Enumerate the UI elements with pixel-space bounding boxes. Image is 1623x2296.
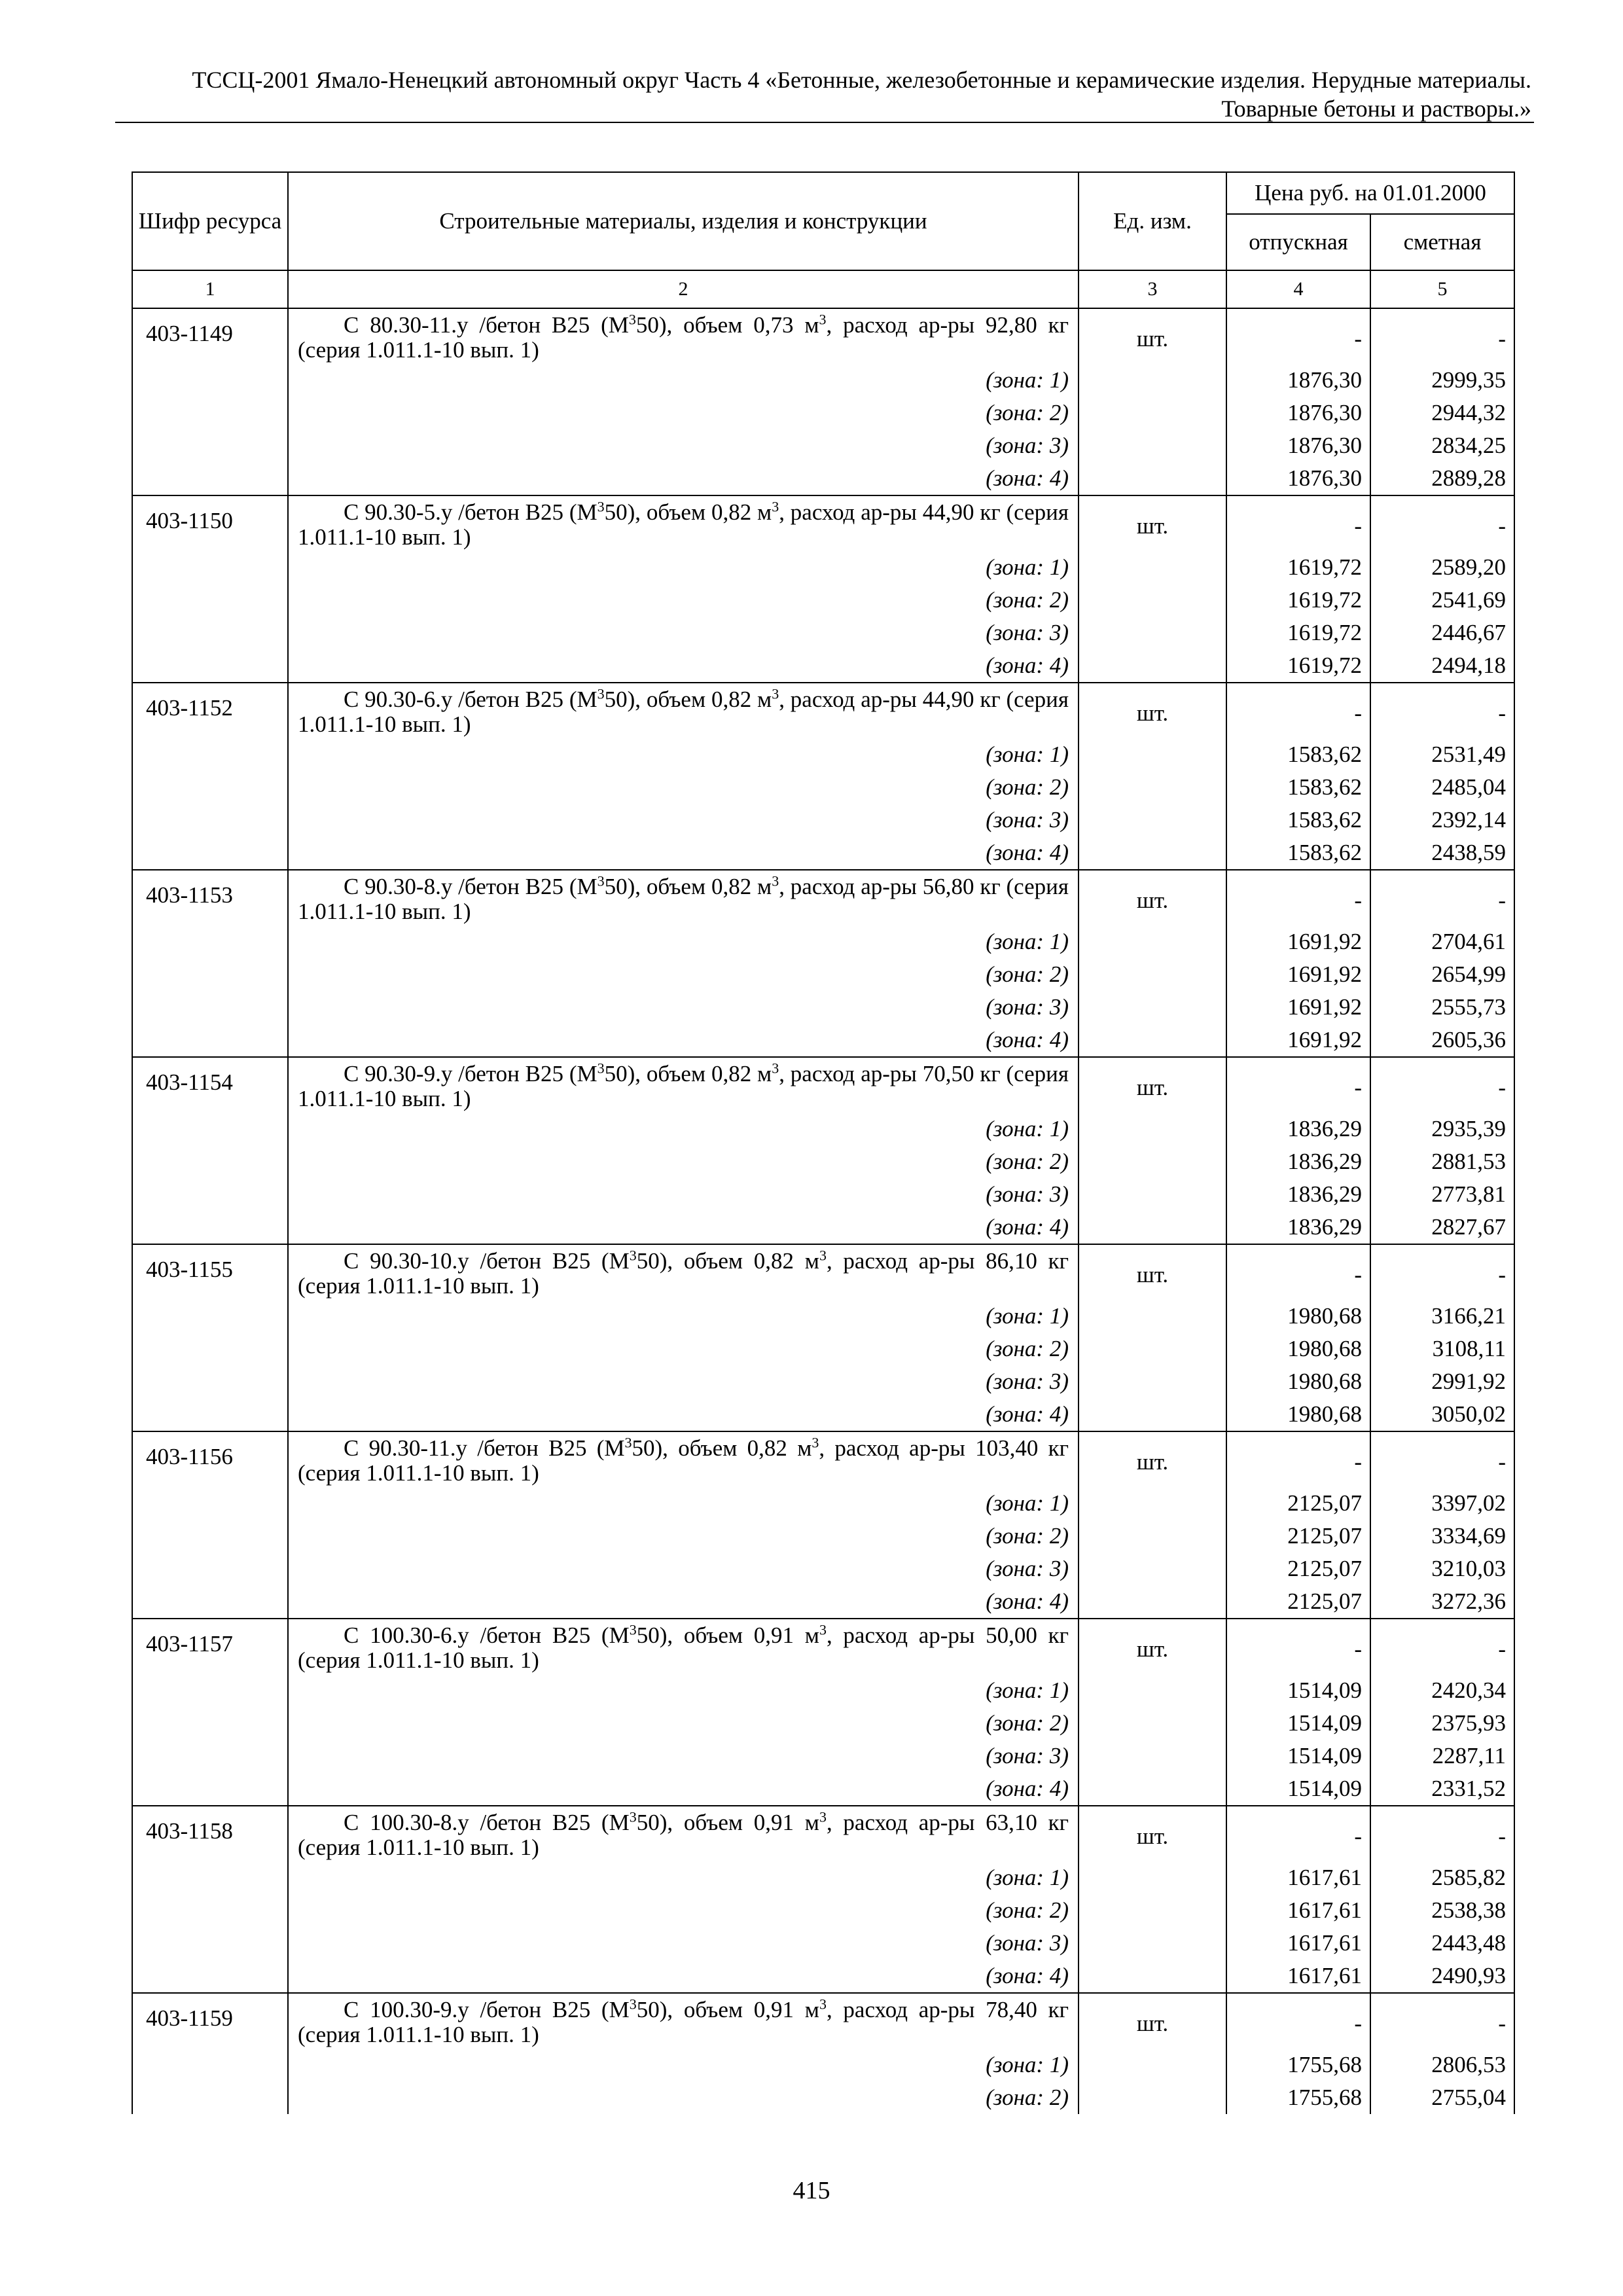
column-header-name: Строительные материалы, изделия и конструкции: [288, 172, 1079, 270]
zone-label: (зона: 3): [288, 617, 1079, 649]
estimate-price: 2827,67: [1370, 1211, 1514, 1244]
release-price: 1755,68: [1226, 2081, 1370, 2114]
estimate-price: 2773,81: [1370, 1178, 1514, 1211]
estimate-price: 2605,36: [1370, 1024, 1514, 1057]
zone-row: [132, 551, 1514, 584]
zone-row: [132, 1520, 1514, 1552]
release-price: 1980,68: [1226, 1398, 1370, 1431]
material-description: [288, 683, 1079, 738]
estimate-price: 2446,67: [1370, 617, 1514, 649]
table-row: [132, 1619, 1514, 1674]
zone-label: (зона: 4): [288, 649, 1079, 683]
zone-label: (зона: 1): [288, 1300, 1079, 1333]
zone-row: [132, 2081, 1514, 2114]
material-description: [288, 1057, 1079, 1113]
unit-of-measure: шт.: [1079, 1244, 1226, 1300]
zone-row: [132, 1487, 1514, 1520]
material-description-text: С 90.30-5.у /бетон В25 $(М^350)$, объем 0,82 $м^3$, расход ар-ры 44,90 кг (серия 1.011.1-10 вып. 1): [298, 498, 1069, 550]
estimate-price: -: [1370, 1806, 1514, 1861]
column-number: 5: [1370, 270, 1514, 308]
release-price: 1980,68: [1226, 1365, 1370, 1398]
estimate-price: 2541,69: [1370, 584, 1514, 617]
zone-label: (зона: 2): [288, 1707, 1079, 1740]
estimate-price: 2392,14: [1370, 804, 1514, 836]
resource-code: 403-1149: [132, 308, 288, 495]
material-description: [288, 308, 1079, 364]
estimate-price: 3210,03: [1370, 1552, 1514, 1585]
unit-of-measure: [1079, 1300, 1226, 1333]
estimate-price: 3166,21: [1370, 1300, 1514, 1333]
zone-label: (зона: 2): [288, 771, 1079, 804]
zone-row: [132, 1398, 1514, 1431]
zone-label: (зона: 1): [288, 1674, 1079, 1707]
column-number: 1: [132, 270, 288, 308]
zone-row: [132, 1365, 1514, 1398]
release-price: 1617,61: [1226, 1894, 1370, 1927]
zone-label: (зона: 1): [288, 1113, 1079, 1145]
column-header-price-group: Цена руб. на 01.01.2000: [1226, 172, 1514, 214]
zone-label: (зона: 2): [288, 1333, 1079, 1365]
release-price: 1836,29: [1226, 1145, 1370, 1178]
zone-row: [132, 1211, 1514, 1244]
table-row: [132, 1806, 1514, 1861]
running-header-line-2: Товарные бетоны и растворы.»: [1221, 96, 1531, 122]
unit-of-measure: [1079, 1520, 1226, 1552]
estimate-price: 2375,93: [1370, 1707, 1514, 1740]
material-description-text: С 90.30-6.у /бетон В25 $(М^350)$, объем 0,82 $м^3$, расход ар-ры 44,90 кг (серия 1.011.1-10 вып. 1): [298, 685, 1069, 737]
unit-of-measure: шт.: [1079, 683, 1226, 738]
material-description-text: С 100.30-6.у /бетон В25 $(М^350)$, объем 0,91 $м^3$, расход ар-ры 50,00 кг (серия 1.011.1-10 вып. 1): [298, 1621, 1069, 1673]
release-price: 1583,62: [1226, 836, 1370, 870]
estimate-price: -: [1370, 1244, 1514, 1300]
unit-of-measure: шт.: [1079, 308, 1226, 364]
unit-of-measure: шт.: [1079, 1806, 1226, 1861]
estimate-price: 2881,53: [1370, 1145, 1514, 1178]
zone-row: [132, 429, 1514, 462]
material-description: [288, 495, 1079, 551]
column-number: 3: [1079, 270, 1226, 308]
release-price: 1619,72: [1226, 551, 1370, 584]
table-row: [132, 1244, 1514, 1300]
release-price: 2125,07: [1226, 1520, 1370, 1552]
column-number: 4: [1226, 270, 1370, 308]
unit-of-measure: [1079, 1585, 1226, 1619]
release-price: -: [1226, 870, 1370, 925]
zone-label: (зона: 1): [288, 364, 1079, 397]
release-price: 1617,61: [1226, 1861, 1370, 1894]
column-number-row: [132, 270, 1514, 308]
unit-of-measure: [1079, 836, 1226, 870]
estimate-price: 2443,48: [1370, 1927, 1514, 1960]
release-price: 1583,62: [1226, 804, 1370, 836]
table-row: [132, 683, 1514, 738]
zone-label: (зона: 4): [288, 1211, 1079, 1244]
zone-row: [132, 1585, 1514, 1619]
estimate-price: -: [1370, 495, 1514, 551]
estimate-price: 2589,20: [1370, 551, 1514, 584]
estimate-price: 2999,35: [1370, 364, 1514, 397]
zone-row: [132, 649, 1514, 683]
zone-row: [132, 1960, 1514, 1993]
release-price: 1876,30: [1226, 429, 1370, 462]
unit-of-measure: [1079, 551, 1226, 584]
estimate-price: -: [1370, 1057, 1514, 1113]
zone-label: (зона: 1): [288, 925, 1079, 958]
material-description-text: С 90.30-10.у /бетон В25 $(М^350)$, объем 0,82 $м^3$, расход ар-ры 86,10 кг (серия 1.011.1-10 вып. 1): [298, 1247, 1069, 1299]
zone-row: [132, 771, 1514, 804]
unit-of-measure: [1079, 1707, 1226, 1740]
release-price: 2125,07: [1226, 1585, 1370, 1619]
estimate-price: 3272,36: [1370, 1585, 1514, 1619]
zone-row: [132, 397, 1514, 429]
zone-label: (зона: 3): [288, 1365, 1079, 1398]
release-price: -: [1226, 1431, 1370, 1487]
zone-label: (зона: 3): [288, 991, 1079, 1024]
unit-of-measure: [1079, 2049, 1226, 2081]
unit-of-measure: [1079, 1178, 1226, 1211]
release-price: 1514,09: [1226, 1740, 1370, 1772]
zone-row: [132, 1024, 1514, 1057]
zone-label: (зона: 4): [288, 836, 1079, 870]
unit-of-measure: [1079, 1674, 1226, 1707]
release-price: 1836,29: [1226, 1211, 1370, 1244]
zone-row: [132, 1740, 1514, 1772]
material-description: [288, 1993, 1079, 2049]
release-price: -: [1226, 1244, 1370, 1300]
release-price: 1617,61: [1226, 1927, 1370, 1960]
zone-row: [132, 2049, 1514, 2081]
estimate-price: 2654,99: [1370, 958, 1514, 991]
unit-of-measure: [1079, 1145, 1226, 1178]
release-price: -: [1226, 308, 1370, 364]
unit-of-measure: [1079, 1927, 1226, 1960]
unit-of-measure: [1079, 1211, 1226, 1244]
release-price: 1617,61: [1226, 1960, 1370, 1993]
table-body: [132, 308, 1514, 2114]
release-price: -: [1226, 1993, 1370, 2049]
release-price: 1876,30: [1226, 397, 1370, 429]
zone-row: [132, 1552, 1514, 1585]
unit-of-measure: [1079, 1861, 1226, 1894]
column-header-code: Шифр ресурса: [132, 172, 288, 270]
unit-of-measure: [1079, 925, 1226, 958]
zone-row: [132, 925, 1514, 958]
header-divider: [115, 122, 1534, 123]
zone-label: (зона: 2): [288, 1520, 1079, 1552]
release-price: -: [1226, 495, 1370, 551]
unit-of-measure: [1079, 771, 1226, 804]
release-price: 1583,62: [1226, 738, 1370, 771]
zone-label: (зона: 3): [288, 1552, 1079, 1585]
column-header-estimate-price: сметная: [1370, 214, 1514, 270]
release-price: -: [1226, 1057, 1370, 1113]
resource-code: 403-1157: [132, 1619, 288, 1806]
material-description-text: С 90.30-9.у /бетон В25 $(М^350)$, объем 0,82 $м^3$, расход ар-ры 70,50 кг (серия 1.011.1-10 вып. 1): [298, 1060, 1069, 1111]
material-description: [288, 870, 1079, 925]
zone-label: (зона: 1): [288, 1487, 1079, 1520]
zone-row: [132, 1927, 1514, 1960]
table-row: [132, 870, 1514, 925]
estimate-price: 2331,52: [1370, 1772, 1514, 1806]
material-description: [288, 1244, 1079, 1300]
material-description-text: С 80.30-11.у /бетон В25 $(М^350)$, объем 0,73 $м^3$, расход ар-ры 92,80 кг (серия 1.011.1-10 вып. 1): [298, 311, 1069, 363]
unit-of-measure: [1079, 364, 1226, 397]
release-price: 1755,68: [1226, 2049, 1370, 2081]
estimate-price: 2889,28: [1370, 462, 1514, 495]
zone-label: (зона: 2): [288, 1145, 1079, 1178]
column-header-unit: Ед. изм.: [1079, 172, 1226, 270]
estimate-price: 2490,93: [1370, 1960, 1514, 1993]
release-price: 1691,92: [1226, 925, 1370, 958]
release-price: 1691,92: [1226, 1024, 1370, 1057]
unit-of-measure: [1079, 1960, 1226, 1993]
estimate-price: 3108,11: [1370, 1333, 1514, 1365]
zone-row: [132, 617, 1514, 649]
running-header: [118, 65, 1531, 123]
unit-of-measure: [1079, 738, 1226, 771]
zone-row: [132, 738, 1514, 771]
material-description-text: С 90.30-8.у /бетон В25 $(М^350)$, объем 0,82 $м^3$, расход ар-ры 56,80 кг (серия 1.011.1-10 вып. 1): [298, 872, 1069, 924]
zone-label: (зона: 4): [288, 1024, 1079, 1057]
unit-of-measure: [1079, 462, 1226, 495]
zone-row: [132, 804, 1514, 836]
resource-code: 403-1159: [132, 1993, 288, 2114]
material-description: [288, 1619, 1079, 1674]
running-header-line-1: ТССЦ-2001 Ямало-Ненецкий автономный округ Часть 4 «Бетонные, железобетонные и керамические изделия. Нерудные материалы.: [192, 67, 1531, 93]
resource-code: 403-1155: [132, 1244, 288, 1431]
zone-label: (зона: 4): [288, 1585, 1079, 1619]
release-price: 1619,72: [1226, 649, 1370, 683]
unit-of-measure: [1079, 584, 1226, 617]
resource-code: 403-1158: [132, 1806, 288, 1993]
release-price: 1836,29: [1226, 1113, 1370, 1145]
unit-of-measure: [1079, 429, 1226, 462]
estimate-price: -: [1370, 1619, 1514, 1674]
unit-of-measure: [1079, 397, 1226, 429]
release-price: 1691,92: [1226, 958, 1370, 991]
zone-label: (зона: 3): [288, 1178, 1079, 1211]
material-description-text: С 100.30-9.у /бетон В25 $(М^350)$, объем 0,91 $м^3$, расход ар-ры 78,40 кг (серия 1.011.1-10 вып. 1): [298, 1996, 1069, 2047]
zone-label: (зона: 2): [288, 958, 1079, 991]
estimate-price: 2991,92: [1370, 1365, 1514, 1398]
unit-of-measure: шт.: [1079, 1993, 1226, 2049]
estimate-price: 2420,34: [1370, 1674, 1514, 1707]
resource-code: 403-1156: [132, 1431, 288, 1619]
zone-row: [132, 1772, 1514, 1806]
release-price: 1619,72: [1226, 617, 1370, 649]
column-number: 2: [288, 270, 1079, 308]
release-price: 1876,30: [1226, 364, 1370, 397]
release-price: 1980,68: [1226, 1333, 1370, 1365]
zone-row: [132, 1113, 1514, 1145]
estimate-price: -: [1370, 870, 1514, 925]
material-description: [288, 1431, 1079, 1487]
estimate-price: 2287,11: [1370, 1740, 1514, 1772]
release-price: 1514,09: [1226, 1707, 1370, 1740]
table-row: [132, 1993, 1514, 2049]
unit-of-measure: шт.: [1079, 495, 1226, 551]
unit-of-measure: [1079, 649, 1226, 683]
column-header-release-price: отпускная: [1226, 214, 1370, 270]
unit-of-measure: [1079, 958, 1226, 991]
unit-of-measure: [1079, 1487, 1226, 1520]
estimate-price: -: [1370, 1431, 1514, 1487]
release-price: 1514,09: [1226, 1674, 1370, 1707]
release-price: -: [1226, 1619, 1370, 1674]
zone-row: [132, 1333, 1514, 1365]
price-table: [132, 171, 1515, 2114]
release-price: 1514,09: [1226, 1772, 1370, 1806]
zone-label: (зона: 4): [288, 1398, 1079, 1431]
zone-row: [132, 958, 1514, 991]
release-price: 2125,07: [1226, 1552, 1370, 1585]
release-price: 1980,68: [1226, 1300, 1370, 1333]
zone-label: (зона: 2): [288, 584, 1079, 617]
zone-label: (зона: 1): [288, 551, 1079, 584]
estimate-price: 2935,39: [1370, 1113, 1514, 1145]
unit-of-measure: [1079, 1552, 1226, 1585]
release-price: -: [1226, 683, 1370, 738]
unit-of-measure: [1079, 1113, 1226, 1145]
unit-of-measure: [1079, 1740, 1226, 1772]
estimate-price: 2704,61: [1370, 925, 1514, 958]
estimate-price: 2834,25: [1370, 429, 1514, 462]
estimate-price: 2494,18: [1370, 649, 1514, 683]
resource-code: 403-1154: [132, 1057, 288, 1244]
zone-row: [132, 1861, 1514, 1894]
estimate-price: 2944,32: [1370, 397, 1514, 429]
page-number: 415: [793, 2177, 830, 2204]
zone-row: [132, 364, 1514, 397]
estimate-price: 3334,69: [1370, 1520, 1514, 1552]
zone-row: [132, 1145, 1514, 1178]
estimate-price: 2438,59: [1370, 836, 1514, 870]
zone-label: (зона: 1): [288, 738, 1079, 771]
zone-label: (зона: 3): [288, 429, 1079, 462]
resource-code: 403-1150: [132, 495, 288, 683]
unit-of-measure: [1079, 1365, 1226, 1398]
table-row: [132, 495, 1514, 551]
material-description-text: С 100.30-8.у /бетон В25 $(М^350)$, объем 0,91 $м^3$, расход ар-ры 63,10 кг (серия 1.011.1-10 вып. 1): [298, 1808, 1069, 1860]
unit-of-measure: [1079, 2081, 1226, 2114]
estimate-price: 2555,73: [1370, 991, 1514, 1024]
zone-label: (зона: 4): [288, 1960, 1079, 1993]
unit-of-measure: [1079, 804, 1226, 836]
estimate-price: -: [1370, 683, 1514, 738]
estimate-price: 2806,53: [1370, 2049, 1514, 2081]
zone-label: (зона: 1): [288, 1861, 1079, 1894]
resource-code: 403-1152: [132, 683, 288, 870]
estimate-price: 3397,02: [1370, 1487, 1514, 1520]
estimate-price: 2538,38: [1370, 1894, 1514, 1927]
zone-row: [132, 1300, 1514, 1333]
estimate-price: 2531,49: [1370, 738, 1514, 771]
unit-of-measure: шт.: [1079, 1619, 1226, 1674]
unit-of-measure: [1079, 1894, 1226, 1927]
zone-row: [132, 836, 1514, 870]
unit-of-measure: [1079, 617, 1226, 649]
release-price: 1836,29: [1226, 1178, 1370, 1211]
unit-of-measure: шт.: [1079, 1431, 1226, 1487]
unit-of-measure: [1079, 1772, 1226, 1806]
resource-code: 403-1153: [132, 870, 288, 1057]
estimate-price: 2485,04: [1370, 771, 1514, 804]
zone-row: [132, 1674, 1514, 1707]
unit-of-measure: шт.: [1079, 1057, 1226, 1113]
estimate-price: -: [1370, 1993, 1514, 2049]
zone-label: (зона: 1): [288, 2049, 1079, 2081]
zone-row: [132, 1894, 1514, 1927]
material-description: [288, 1806, 1079, 1861]
zone-label: (зона: 4): [288, 462, 1079, 495]
material-description-text: С 90.30-11.у /бетон В25 $(М^350)$, объем 0,82 $м^3$, расход ар-ры 103,40 кг (серия 1.011.1-10 вып. 1): [298, 1434, 1069, 1486]
zone-label: (зона: 2): [288, 2081, 1079, 2114]
release-price: 1691,92: [1226, 991, 1370, 1024]
zone-row: [132, 1707, 1514, 1740]
release-price: 1619,72: [1226, 584, 1370, 617]
unit-of-measure: [1079, 1398, 1226, 1431]
unit-of-measure: [1079, 1024, 1226, 1057]
zone-label: (зона: 2): [288, 1894, 1079, 1927]
table-row: [132, 1431, 1514, 1487]
unit-of-measure: [1079, 991, 1226, 1024]
zone-label: (зона: 3): [288, 1740, 1079, 1772]
release-price: 2125,07: [1226, 1487, 1370, 1520]
unit-of-measure: шт.: [1079, 870, 1226, 925]
zone-label: (зона: 3): [288, 804, 1079, 836]
release-price: 1876,30: [1226, 462, 1370, 495]
estimate-price: 2755,04: [1370, 2081, 1514, 2114]
release-price: 1583,62: [1226, 771, 1370, 804]
release-price: -: [1226, 1806, 1370, 1861]
zone-row: [132, 462, 1514, 495]
estimate-price: -: [1370, 308, 1514, 364]
zone-row: [132, 991, 1514, 1024]
table-row: [132, 308, 1514, 364]
estimate-price: 3050,02: [1370, 1398, 1514, 1431]
zone-label: (зона: 3): [288, 1927, 1079, 1960]
zone-label: (зона: 4): [288, 1772, 1079, 1806]
zone-label: (зона: 2): [288, 397, 1079, 429]
zone-row: [132, 1178, 1514, 1211]
estimate-price: 2585,82: [1370, 1861, 1514, 1894]
table-row: [132, 1057, 1514, 1113]
zone-row: [132, 584, 1514, 617]
unit-of-measure: [1079, 1333, 1226, 1365]
